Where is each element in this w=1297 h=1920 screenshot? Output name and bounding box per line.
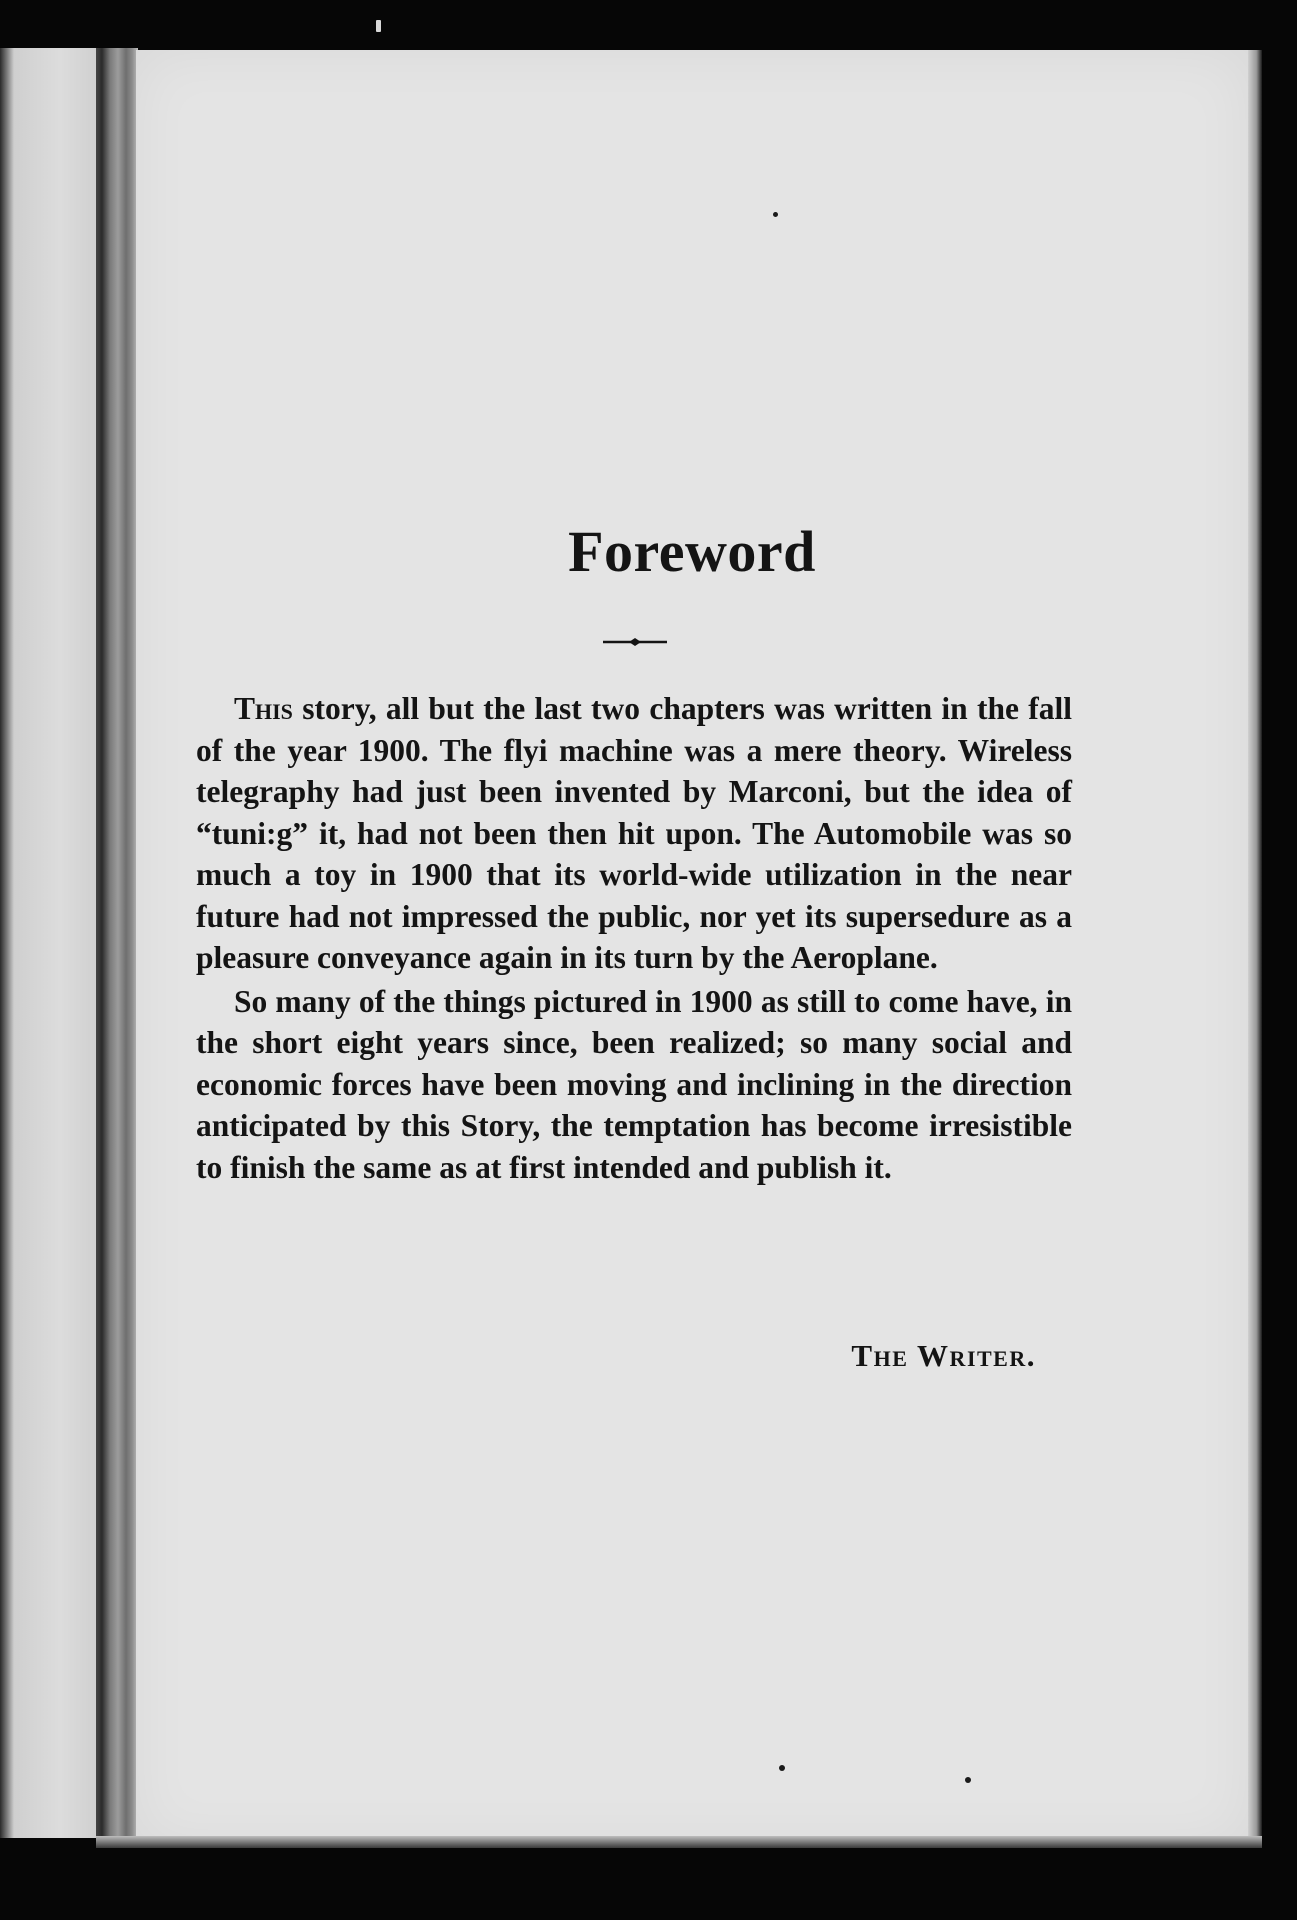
title-ornament-rule — [603, 636, 667, 648]
page-title: Foreword — [568, 519, 816, 584]
dust-speck — [773, 212, 778, 217]
paragraph-1 — [196, 688, 1072, 979]
page-bottom-edge — [96, 1836, 1262, 1848]
book-spine-gutter — [96, 48, 138, 1848]
foreword-body — [196, 688, 1072, 1190]
dust-speck — [376, 20, 381, 32]
paragraph-1-text: story, all but the last two chapters was written in the fall of the year 1900. The flyi machine was a mere theory. Wireless telegraphy had just been invented by Marconi, but the idea of “tuni:g” it, had not been then hit upon. The Automobile was so much a toy in 1900 that its world-wide utilization in the near future had not impressed the public, nor yet its supersedure as a pleasure conveyance again in its turn by the Aeroplane. — [196, 691, 1072, 975]
dust-speck — [965, 1777, 971, 1783]
paragraph-2: So many of the things pictured in 1900 as still to come have, in the short eight years since, been realized; so many social and economic forces have been moving and inclining in the direction anticipated by this Story, the temptation has become irresistible to finish the same as at first intended and publish it. — [196, 983, 1072, 1185]
page-right-edge — [1248, 50, 1262, 1845]
facing-page-edge — [0, 48, 100, 1838]
paragraph-1-lead: This — [234, 691, 293, 726]
signature: The Writer. — [851, 1338, 1036, 1373]
dust-speck — [779, 1765, 785, 1771]
